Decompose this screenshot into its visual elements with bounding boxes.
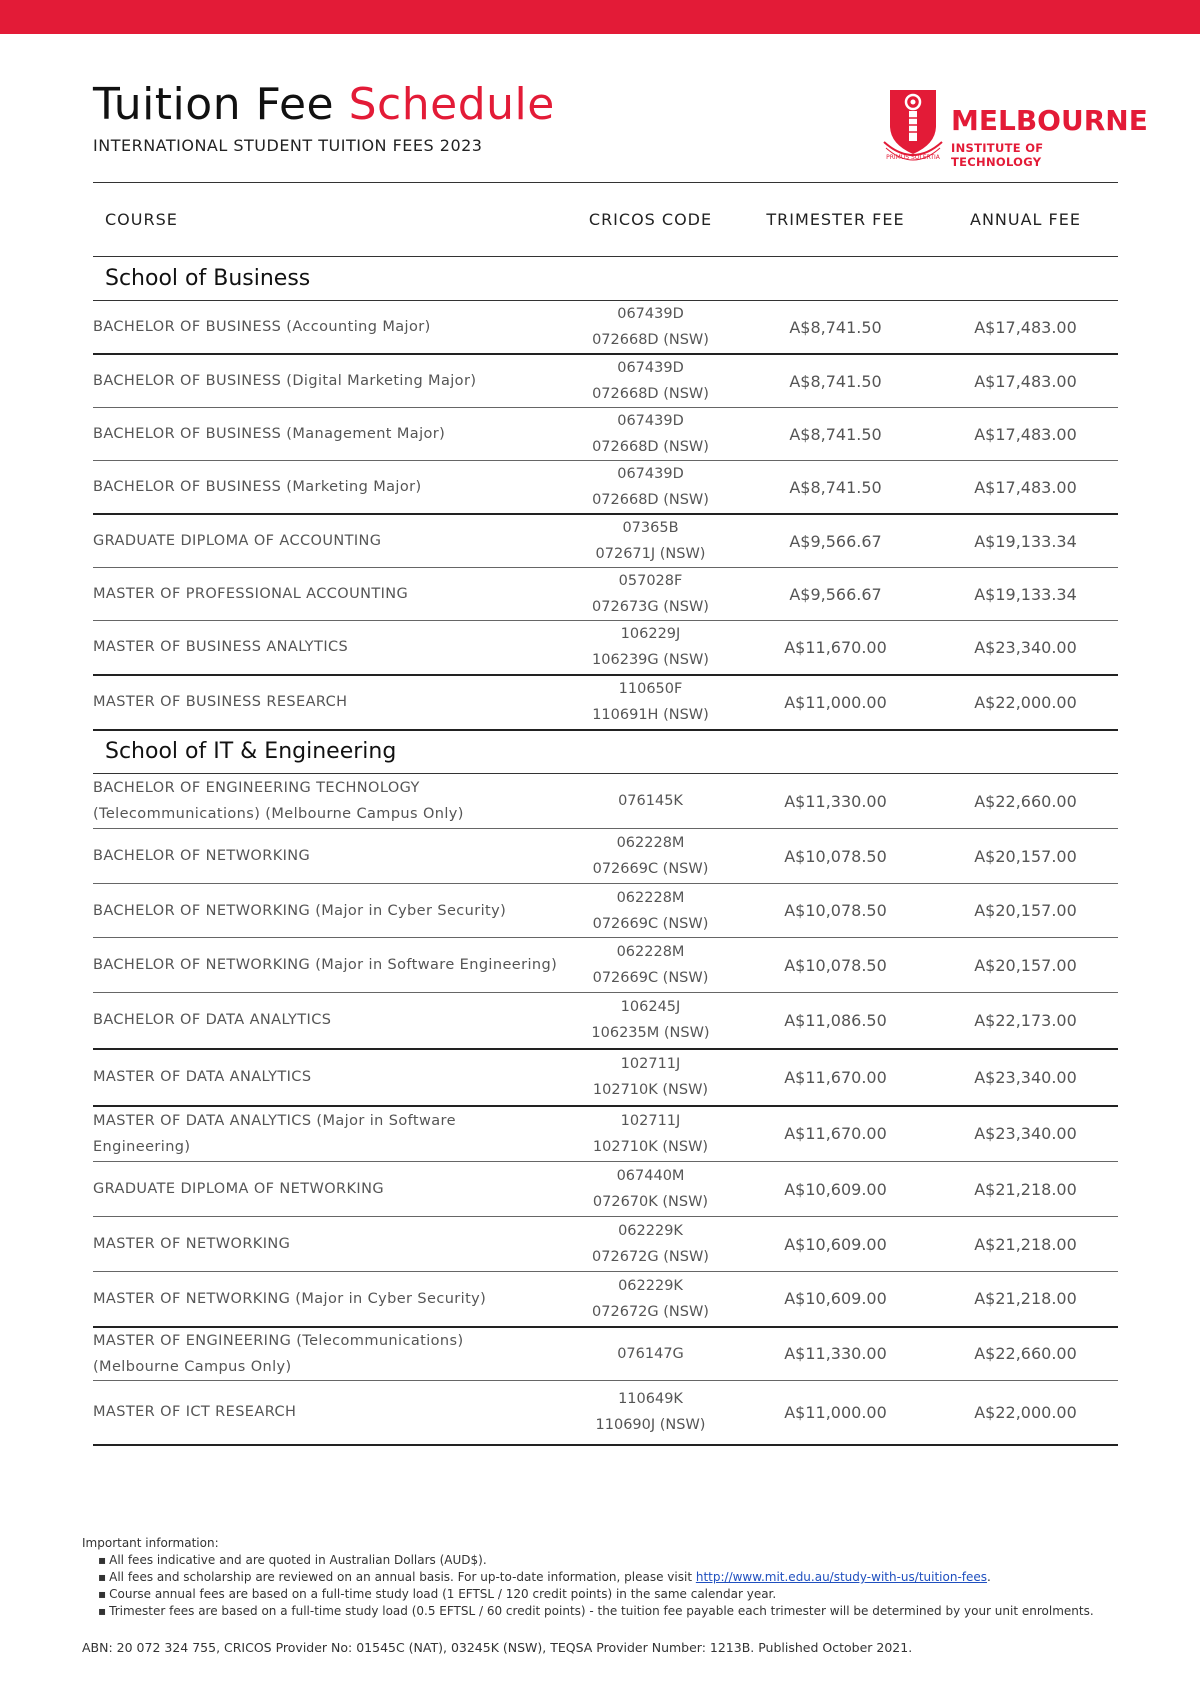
footer-provider-info: ABN: 20 072 324 755, CRICOS Provider No: 01545C (NAT), 03245K (NSW), TEQSA Provider Number: 1213B. Published October 2021. [82, 1640, 913, 1655]
table-row [93, 1380, 1118, 1445]
course-name: BACHELOR OF BUSINESS (Digital Marketing Major) [93, 373, 477, 389]
cricos-code: 067439D 072668D (NSW) [592, 413, 709, 455]
trimester-fee: A$10,078.50 [784, 901, 887, 920]
table-row [93, 1106, 1118, 1162]
trimester-fee: A$11,330.00 [784, 791, 887, 811]
note-item: ▪ All fees and scholarship are reviewed on an annual basis. For up-to-date information, please visit http://www.mit.edu.au/study-with-us/tuition-fees. [98, 1569, 1094, 1586]
cricos-code: 110649K 110690J (NSW) [595, 1391, 706, 1434]
table-row [93, 1049, 1118, 1106]
cricos-code: 067439D 072668D (NSW) [592, 306, 709, 348]
annual-fee: A$19,133.34 [974, 584, 1077, 604]
trimester-fee: A$11,670.00 [784, 637, 887, 657]
column-header-cricos: CRICOS CODE [588, 210, 713, 229]
annual-fee: A$22,173.00 [974, 1010, 1077, 1030]
table-row [93, 621, 1118, 675]
logo-line1: MELBOURNE [951, 104, 1148, 137]
cricos-code: 062229K 072672G (NSW) [592, 1223, 709, 1265]
trimester-fee: A$10,609.00 [784, 1179, 887, 1199]
note-item: ▪ All fees indicative and are quoted in Australian Dollars (AUD$). [98, 1552, 1094, 1569]
table-row [93, 829, 1118, 884]
annual-fee: A$21,218.00 [974, 1179, 1077, 1199]
table-row [93, 408, 1118, 461]
course-name: MASTER OF BUSINESS ANALYTICS [93, 639, 349, 656]
cricos-code: 106245J 106235M (NSW) [591, 999, 710, 1042]
annual-fee: A$17,483.00 [974, 317, 1077, 337]
annual-fee: A$22,000.00 [974, 692, 1077, 712]
tuition-fees-link[interactable]: http://www.mit.edu.au/study-with-us/tuition-fees [695, 1570, 988, 1584]
course-name: GRADUATE DIPLOMA OF ACCOUNTING [93, 533, 382, 549]
cricos-code: 076147G [617, 1345, 684, 1362]
trimester-fee: A$10,078.50 [784, 846, 887, 866]
course-name: MASTER OF NETWORKING [93, 1236, 291, 1252]
cricos-code: 062228M 072669C (NSW) [592, 889, 709, 932]
note-item: ▪ Course annual fees are based on a full-time study load (1 EFTSL / 120 credit points) in the same calendar year. [98, 1586, 1094, 1603]
cricos-code: 076145K [618, 793, 683, 809]
cricos-code: 106229J 106239G (NSW) [592, 626, 709, 669]
cricos-code: 062228M 072669C (NSW) [592, 944, 709, 986]
course-name: BACHELOR OF NETWORKING (Major in Cyber Security) [93, 902, 507, 919]
course-name: MASTER OF PROFESSIONAL ACCOUNTING [93, 586, 409, 602]
course-name: MASTER OF BUSINESS RESEARCH [93, 694, 348, 710]
cricos-code: 110650F 110691H (NSW) [592, 681, 709, 723]
table-row [93, 884, 1118, 938]
annual-fee: A$22,000.00 [974, 1402, 1077, 1422]
trimester-fee: A$10,078.50 [784, 955, 887, 975]
trimester-fee: A$11,330.00 [784, 1344, 887, 1363]
notes-list [82, 1552, 1094, 1620]
course-name: BACHELOR OF ENGINEERING TECHNOLOGY (Telecommunications) (Melbourne Campus Only) [93, 780, 464, 822]
annual-fee: A$19,133.34 [974, 531, 1077, 551]
trimester-fee: A$11,670.00 [784, 1067, 887, 1087]
annual-fee: A$23,340.00 [974, 1124, 1077, 1144]
annual-fee: A$22,660.00 [974, 1344, 1077, 1363]
table-row [93, 993, 1118, 1049]
table-row [93, 1162, 1118, 1217]
table-row [93, 514, 1118, 568]
course-name: BACHELOR OF BUSINESS (Marketing Major) [93, 479, 422, 495]
title-part2: Schedule [348, 79, 555, 130]
tuition-fee-table [93, 182, 1118, 1446]
course-name: BACHELOR OF NETWORKING (Major in Software Engineering) [93, 957, 558, 973]
trimester-fee: A$8,741.50 [789, 371, 882, 391]
annual-fee: A$20,157.00 [974, 955, 1077, 975]
trimester-fee: A$11,000.00 [784, 692, 887, 712]
cricos-code: 07365B 072671J (NSW) [595, 520, 706, 562]
trimester-fee: A$11,670.00 [784, 1124, 887, 1144]
course-name: BACHELOR OF DATA ANALYTICS [93, 1012, 332, 1029]
course-name: MASTER OF NETWORKING (Major in Cyber Security) [93, 1290, 487, 1307]
column-header-trimester: TRIMESTER FEE [766, 210, 905, 229]
cricos-code: 062229K 072672G (NSW) [592, 1277, 709, 1320]
crest-icon [878, 86, 948, 166]
annual-fee: A$22,660.00 [974, 791, 1077, 811]
section-title: School of IT & Engineering [105, 739, 397, 765]
table-row [93, 301, 1118, 355]
institute-logo [878, 86, 1148, 169]
course-name: BACHELOR OF NETWORKING [93, 848, 311, 864]
section-header-row [93, 730, 1118, 774]
course-name: BACHELOR OF BUSINESS (Management Major) [93, 426, 446, 442]
svg-text:PRIMUS SOLERTIA: PRIMUS SOLERTIA [886, 154, 940, 161]
table-row [93, 938, 1118, 993]
trimester-fee: A$10,609.00 [784, 1234, 887, 1254]
column-header-course: COURSE [105, 209, 178, 229]
cricos-code: 067439D 072668D (NSW) [592, 360, 709, 402]
trimester-fee: A$9,566.67 [789, 584, 882, 604]
section-title: School of Business [105, 266, 311, 291]
important-information [82, 1535, 1094, 1620]
trimester-fee: A$8,741.50 [789, 317, 882, 337]
annual-fee: A$23,340.00 [974, 1067, 1077, 1087]
trimester-fee: A$9,566.67 [789, 531, 882, 551]
course-name: MASTER OF ICT RESEARCH [93, 1404, 297, 1421]
table-row [93, 1272, 1118, 1327]
course-name: MASTER OF DATA ANALYTICS (Major in Software Engineering) [93, 1112, 456, 1155]
annual-fee: A$21,218.00 [974, 1289, 1077, 1309]
annual-fee: A$17,483.00 [974, 371, 1077, 391]
column-header-annual: ANNUAL FEE [970, 210, 1081, 229]
trimester-fee: A$11,086.50 [784, 1010, 887, 1030]
page-subtitle: INTERNATIONAL STUDENT TUITION FEES 2023 [93, 136, 483, 155]
table-row [93, 1217, 1118, 1272]
trimester-fee: A$10,609.00 [784, 1289, 887, 1309]
course-name: GRADUATE DIPLOMA OF NETWORKING [93, 1181, 384, 1197]
table-row [93, 461, 1118, 515]
course-name: MASTER OF DATA ANALYTICS [93, 1069, 312, 1085]
cricos-code: 057028F 072673G (NSW) [592, 573, 709, 615]
annual-fee: A$17,483.00 [974, 477, 1077, 497]
annual-fee: A$21,218.00 [974, 1234, 1077, 1254]
table-row [93, 354, 1118, 408]
annual-fee: A$20,157.00 [974, 846, 1077, 866]
notes-heading: Important information: [82, 1536, 219, 1550]
trimester-fee: A$11,000.00 [784, 1402, 887, 1422]
table-row [93, 774, 1118, 829]
section-header-row [93, 257, 1118, 301]
course-name: BACHELOR OF BUSINESS (Accounting Major) [93, 319, 431, 335]
page-header [93, 76, 1148, 169]
cricos-code: 067440M 072670K (NSW) [592, 1168, 709, 1210]
cricos-code: 067439D 072668D (NSW) [592, 466, 709, 508]
trimester-fee: A$8,741.50 [789, 424, 882, 444]
table-row [93, 1327, 1118, 1381]
annual-fee: A$23,340.00 [974, 637, 1077, 657]
cricos-code: 062228M 072669C (NSW) [592, 835, 709, 877]
logo-line2: INSTITUTE OF TECHNOLOGY [951, 141, 1044, 169]
table-row [93, 568, 1118, 621]
course-name: MASTER OF ENGINEERING (Telecommunications) (Melbourne Campus Only) [93, 1332, 464, 1375]
trimester-fee: A$8,741.50 [789, 477, 882, 497]
title-part1: Tuition Fee [93, 79, 335, 130]
note-item: ▪ Trimester fees are based on a full-time study load (0.5 EFTSL / 60 credit points) - the tuition fee payable each trimester will be determined by your unit enrolments. [98, 1603, 1094, 1620]
cricos-code: 102711J 102710K (NSW) [592, 1112, 709, 1155]
table-row [93, 675, 1118, 730]
top-red-bar [0, 0, 1200, 34]
table-header-row [93, 183, 1118, 257]
annual-fee: A$17,483.00 [974, 424, 1077, 444]
cricos-code: 102711J 102710K (NSW) [592, 1056, 709, 1098]
annual-fee: A$20,157.00 [974, 901, 1077, 920]
